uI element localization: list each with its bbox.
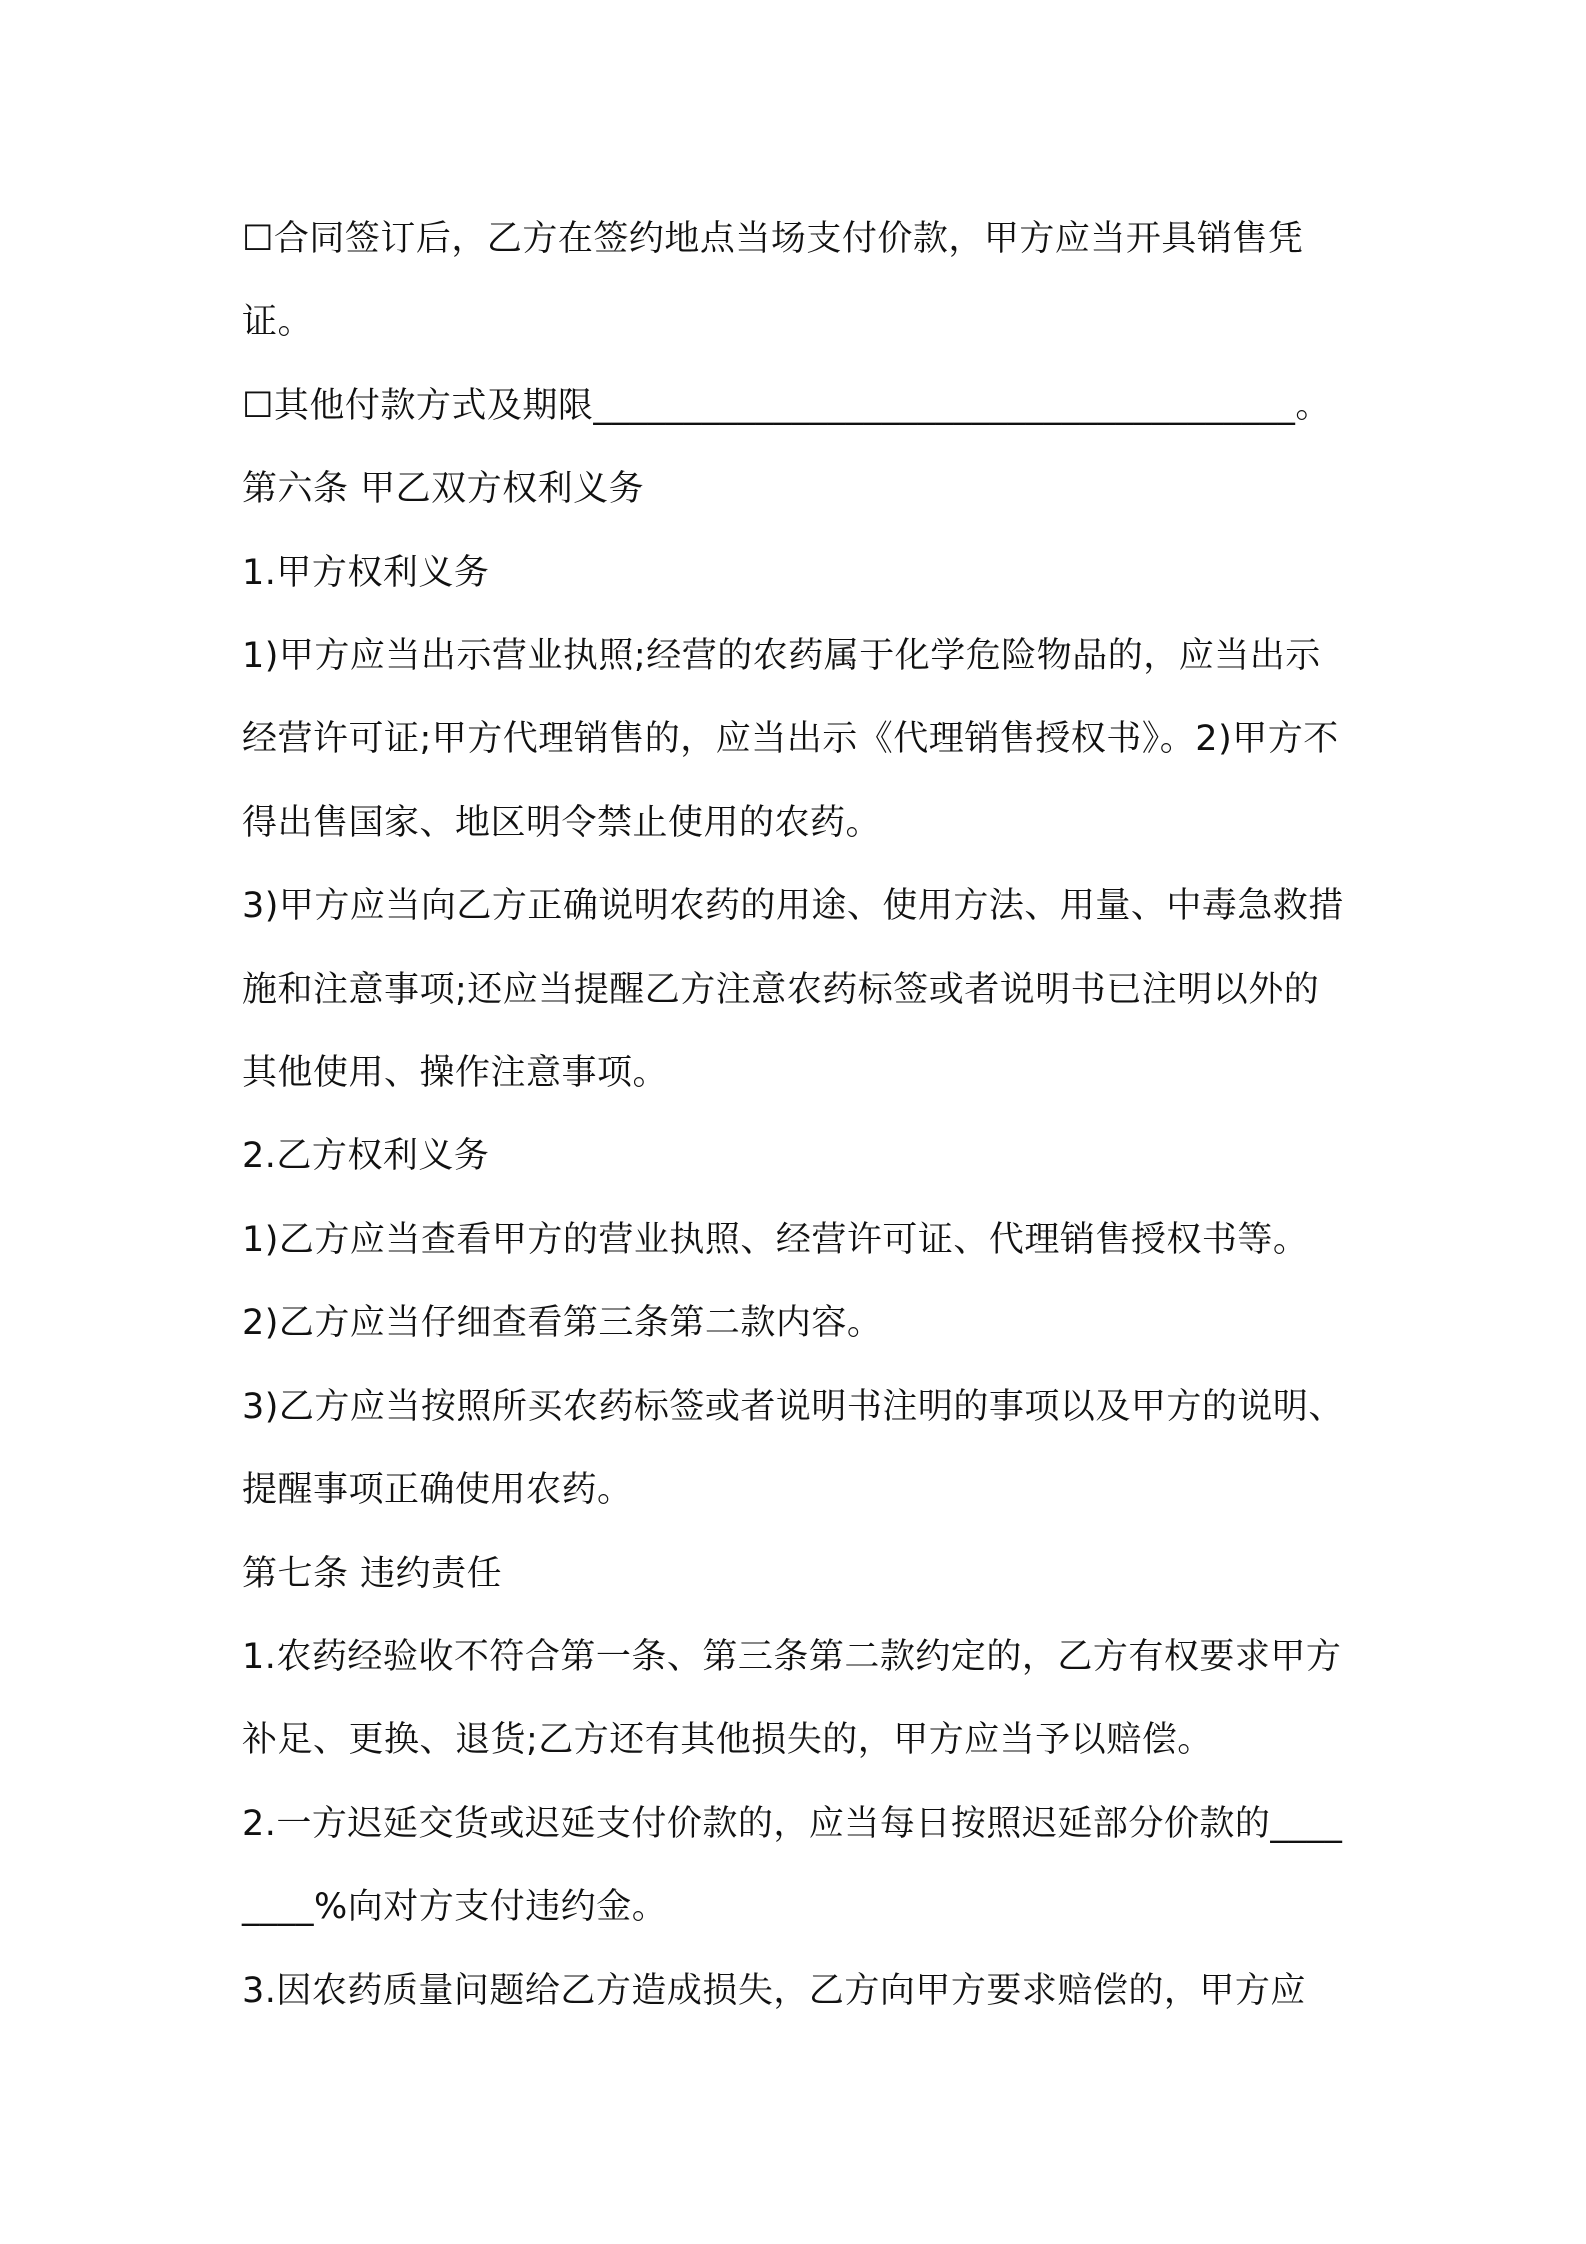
document-body: [242, 198, 1352, 2033]
heading-party-a-rights: 1.甲方权利义务: [242, 552, 490, 593]
paragraph-other-payment: ☐其他付款方式及期限_______________________________________。: [242, 385, 1331, 426]
heading-article-seven: 第七条 违约责任: [242, 1553, 503, 1594]
paragraph-payment-on-site: ☐合同签订后，乙方在签约地点当场支付价款，甲方应当开具销售凭证。: [242, 219, 1304, 343]
paragraph-liability-1: 1.农药经验收不符合第一条、第三条第二款约定的，乙方有权要求甲方补足、更换、退货;乙方还有其他损失的，甲方应当予以赔偿。: [242, 1636, 1342, 1761]
paragraph-party-b-item-3: 3)乙方应当按照所买农药标签或者说明书注明的事项以及甲方的说明、提醒事项正确使用农药。: [242, 1386, 1344, 1511]
paragraph-party-a-item-3: 3)甲方应当向乙方正确说明农药的用途、使用方法、用量、中毒急救措施和注意事项;还应当提醒乙方注意农药标签或者说明书已注明以外的其他使用、操作注意事项。: [242, 886, 1344, 1094]
heading-party-b-rights: 2.乙方权利义务: [242, 1136, 490, 1177]
paragraph-party-b-item-2: 2)乙方应当仔细查看第三条第二款内容。: [242, 1303, 883, 1344]
paragraph-liability-3: 3.因农药质量问题给乙方造成损失，乙方向甲方要求赔偿的，甲方应: [242, 1970, 1306, 2011]
heading-article-six: 第六条 甲乙双方权利义务: [242, 469, 645, 510]
paragraph-party-b-item-1: 1)乙方应当查看甲方的营业执照、经营许可证、代理销售授权书等。: [242, 1219, 1309, 1260]
paragraph-liability-2: 2.一方迟延交货或迟延支付价款的，应当每日按照迟延部分价款的________%向对方支付违约金。: [242, 1803, 1343, 1928]
paragraph-party-a-item-1-2: 1)甲方应当出示营业执照;经营的农药属于化学危险物品的，应当出示经营许可证;甲方代理销售的，应当出示《代理销售授权书》。2)甲方不得出售国家、地区明令禁止使用的农药。: [242, 636, 1339, 843]
